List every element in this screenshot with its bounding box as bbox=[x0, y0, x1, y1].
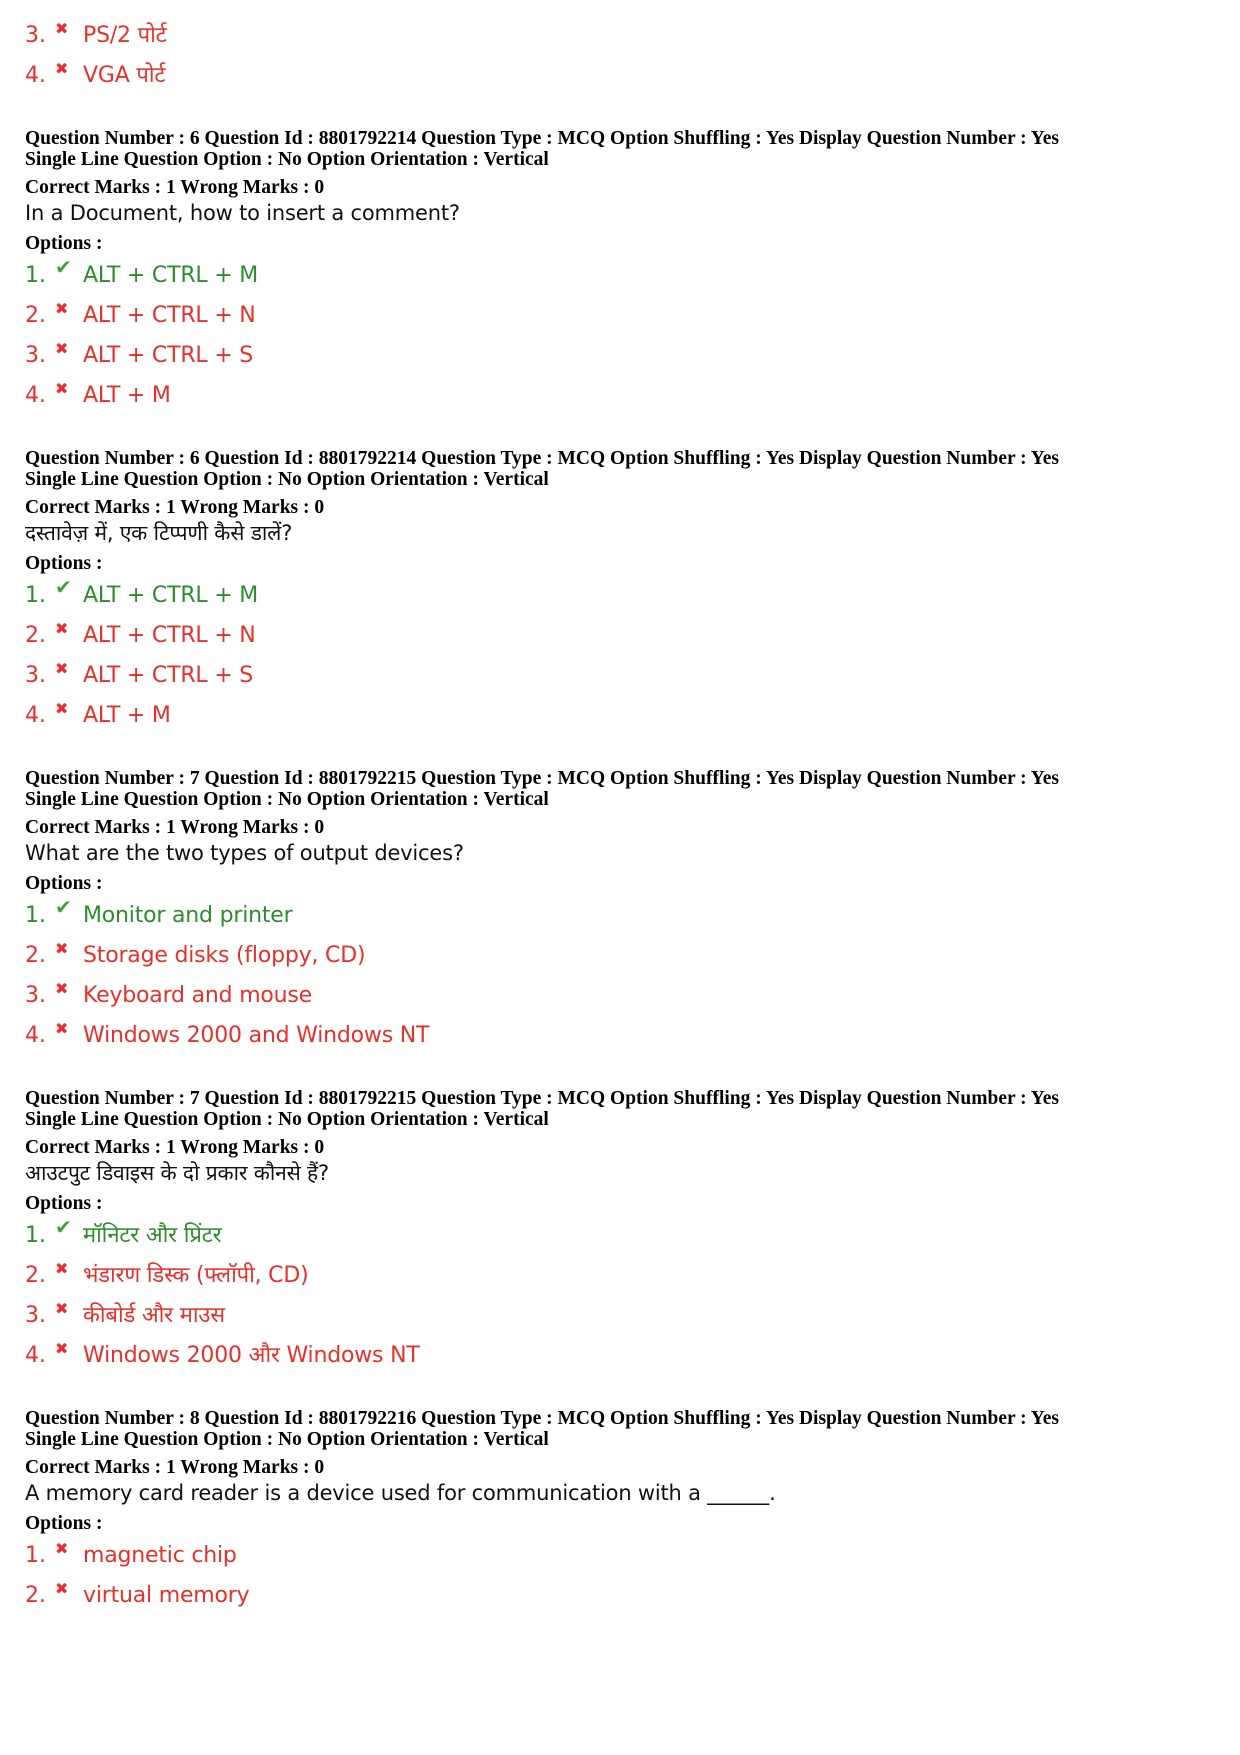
option-item bbox=[25, 379, 1215, 422]
option-item bbox=[25, 1215, 1215, 1262]
option-text: ALT + CTRL + N bbox=[83, 303, 256, 328]
question-text: A memory card reader is a device used for communication with a ______. bbox=[25, 1481, 776, 1505]
cross-icon: ✖ bbox=[55, 619, 69, 638]
option-number: 2. bbox=[25, 1583, 46, 1608]
option-number: 1. bbox=[25, 1543, 46, 1568]
option-number: 3. bbox=[25, 343, 46, 368]
option-text: ALT + CTRL + M bbox=[83, 263, 259, 288]
question-meta-line: Single Line Question Option : No Option Orientation : Vertical bbox=[25, 1109, 549, 1130]
question-meta-line: Question Number : 8 Question Id : 8801792216 Question Type : MCQ Option Shuffling : Yes Display Question Number : Yes bbox=[25, 1408, 1059, 1429]
option-item bbox=[25, 619, 1215, 662]
option-item bbox=[25, 1299, 1215, 1342]
option-item bbox=[25, 895, 1215, 942]
option-text: Windows 2000 और Windows NT bbox=[83, 1343, 420, 1368]
option-number: 4. bbox=[25, 703, 46, 728]
options-label: Options : bbox=[25, 233, 103, 254]
question-block bbox=[25, 448, 1215, 742]
option-text: virtual memory bbox=[83, 1583, 250, 1608]
options-label: Options : bbox=[25, 553, 103, 574]
question-meta-line: Single Line Question Option : No Option Orientation : Vertical bbox=[25, 149, 549, 170]
option-number: 3. bbox=[25, 663, 46, 688]
option-number: 2. bbox=[25, 943, 46, 968]
cross-icon: ✖ bbox=[55, 59, 69, 78]
question-marks: Correct Marks : 1 Wrong Marks : 0 bbox=[25, 1137, 325, 1158]
option-item bbox=[25, 659, 1215, 702]
option-text: Monitor and printer bbox=[83, 903, 293, 928]
option-item bbox=[25, 255, 1215, 302]
option-number: 4. bbox=[25, 383, 46, 408]
option-item bbox=[25, 339, 1215, 382]
option-item bbox=[25, 979, 1215, 1022]
option-number: 3. bbox=[25, 983, 46, 1008]
checkmark-icon: ✔ bbox=[55, 895, 72, 919]
cross-icon: ✖ bbox=[55, 939, 69, 958]
question-block bbox=[25, 1408, 1215, 1622]
option-text: Storage disks (floppy, CD) bbox=[83, 943, 366, 968]
question-marks: Correct Marks : 1 Wrong Marks : 0 bbox=[25, 1457, 325, 1478]
cross-icon: ✖ bbox=[55, 979, 69, 998]
option-item bbox=[25, 1019, 1215, 1062]
option-item bbox=[25, 699, 1215, 742]
question-meta-line: Question Number : 7 Question Id : 8801792215 Question Type : MCQ Option Shuffling : Yes Display Question Number : Yes bbox=[25, 768, 1059, 789]
checkmark-icon: ✔ bbox=[55, 255, 72, 279]
question-text: दस्तावेज़ में, एक टिप्पणी कैसे डालें? bbox=[25, 521, 293, 545]
question-block bbox=[25, 1088, 1215, 1382]
option-text: magnetic chip bbox=[83, 1543, 237, 1568]
cross-icon: ✖ bbox=[55, 1579, 69, 1598]
options-label: Options : bbox=[25, 1513, 103, 1534]
question-meta-line: Question Number : 6 Question Id : 8801792214 Question Type : MCQ Option Shuffling : Yes Display Question Number : Yes bbox=[25, 128, 1059, 149]
option-item bbox=[25, 1339, 1215, 1382]
option-text: ALT + CTRL + S bbox=[83, 663, 254, 688]
question-meta-line: Question Number : 6 Question Id : 8801792214 Question Type : MCQ Option Shuffling : Yes Display Question Number : Yes bbox=[25, 448, 1059, 469]
question-marks: Correct Marks : 1 Wrong Marks : 0 bbox=[25, 817, 325, 838]
option-number: 1. bbox=[25, 583, 46, 608]
cross-icon: ✖ bbox=[55, 339, 69, 358]
option-number: 4. bbox=[25, 63, 46, 88]
option-text: Keyboard and mouse bbox=[83, 983, 313, 1008]
question-text: In a Document, how to insert a comment? bbox=[25, 201, 460, 225]
option-item bbox=[25, 19, 1215, 62]
option-number: 2. bbox=[25, 1263, 46, 1288]
cross-icon: ✖ bbox=[55, 299, 69, 318]
cross-icon: ✖ bbox=[55, 699, 69, 718]
option-text: कीबोर्ड और माउस bbox=[83, 1303, 225, 1328]
option-text: VGA पोर्ट bbox=[83, 63, 166, 88]
option-item bbox=[25, 939, 1215, 982]
option-text: PS/2 पोर्ट bbox=[83, 23, 167, 48]
question-text: What are the two types of output devices? bbox=[25, 841, 464, 865]
option-number: 1. bbox=[25, 903, 46, 928]
option-text: Windows 2000 and Windows NT bbox=[83, 1023, 430, 1048]
option-number: 3. bbox=[25, 1303, 46, 1328]
option-item bbox=[25, 1579, 1215, 1622]
carryover-options bbox=[25, 19, 1215, 102]
option-item bbox=[25, 59, 1215, 102]
option-text: ALT + M bbox=[83, 703, 171, 728]
option-text: मॉनिटर और प्रिंटर bbox=[83, 1223, 222, 1248]
question-paper-page bbox=[25, 19, 1215, 1622]
checkmark-icon: ✔ bbox=[55, 1215, 72, 1239]
option-item bbox=[25, 575, 1215, 622]
cross-icon: ✖ bbox=[55, 1019, 69, 1038]
options-label: Options : bbox=[25, 873, 103, 894]
cross-icon: ✖ bbox=[55, 1539, 69, 1558]
question-meta-line: Single Line Question Option : No Option Orientation : Vertical bbox=[25, 789, 549, 810]
question-marks: Correct Marks : 1 Wrong Marks : 0 bbox=[25, 177, 325, 198]
question-block bbox=[25, 768, 1215, 1062]
question-meta-line: Question Number : 7 Question Id : 8801792215 Question Type : MCQ Option Shuffling : Yes Display Question Number : Yes bbox=[25, 1088, 1059, 1109]
option-item bbox=[25, 299, 1215, 342]
option-text: भंडारण डिस्क (फ्लॉपी, CD) bbox=[83, 1263, 309, 1288]
question-meta-line: Single Line Question Option : No Option Orientation : Vertical bbox=[25, 469, 549, 490]
question-block bbox=[25, 128, 1215, 422]
cross-icon: ✖ bbox=[55, 19, 69, 38]
option-text: ALT + M bbox=[83, 383, 171, 408]
option-item bbox=[25, 1539, 1215, 1582]
checkmark-icon: ✔ bbox=[55, 575, 72, 599]
option-number: 1. bbox=[25, 263, 46, 288]
option-text: ALT + CTRL + N bbox=[83, 623, 256, 648]
option-number: 4. bbox=[25, 1023, 46, 1048]
cross-icon: ✖ bbox=[55, 659, 69, 678]
cross-icon: ✖ bbox=[55, 379, 69, 398]
option-number: 2. bbox=[25, 303, 46, 328]
option-number: 1. bbox=[25, 1223, 46, 1248]
cross-icon: ✖ bbox=[55, 1339, 69, 1358]
option-text: ALT + CTRL + S bbox=[83, 343, 254, 368]
cross-icon: ✖ bbox=[55, 1259, 69, 1278]
question-meta-line: Single Line Question Option : No Option Orientation : Vertical bbox=[25, 1429, 549, 1450]
option-item bbox=[25, 1259, 1215, 1302]
option-number: 3. bbox=[25, 23, 46, 48]
option-text: ALT + CTRL + M bbox=[83, 583, 259, 608]
option-number: 2. bbox=[25, 623, 46, 648]
option-number: 4. bbox=[25, 1343, 46, 1368]
question-marks: Correct Marks : 1 Wrong Marks : 0 bbox=[25, 497, 325, 518]
question-text: आउटपुट डिवाइस के दो प्रकार कौनसे हैं? bbox=[25, 1161, 329, 1185]
options-label: Options : bbox=[25, 1193, 103, 1214]
cross-icon: ✖ bbox=[55, 1299, 69, 1318]
